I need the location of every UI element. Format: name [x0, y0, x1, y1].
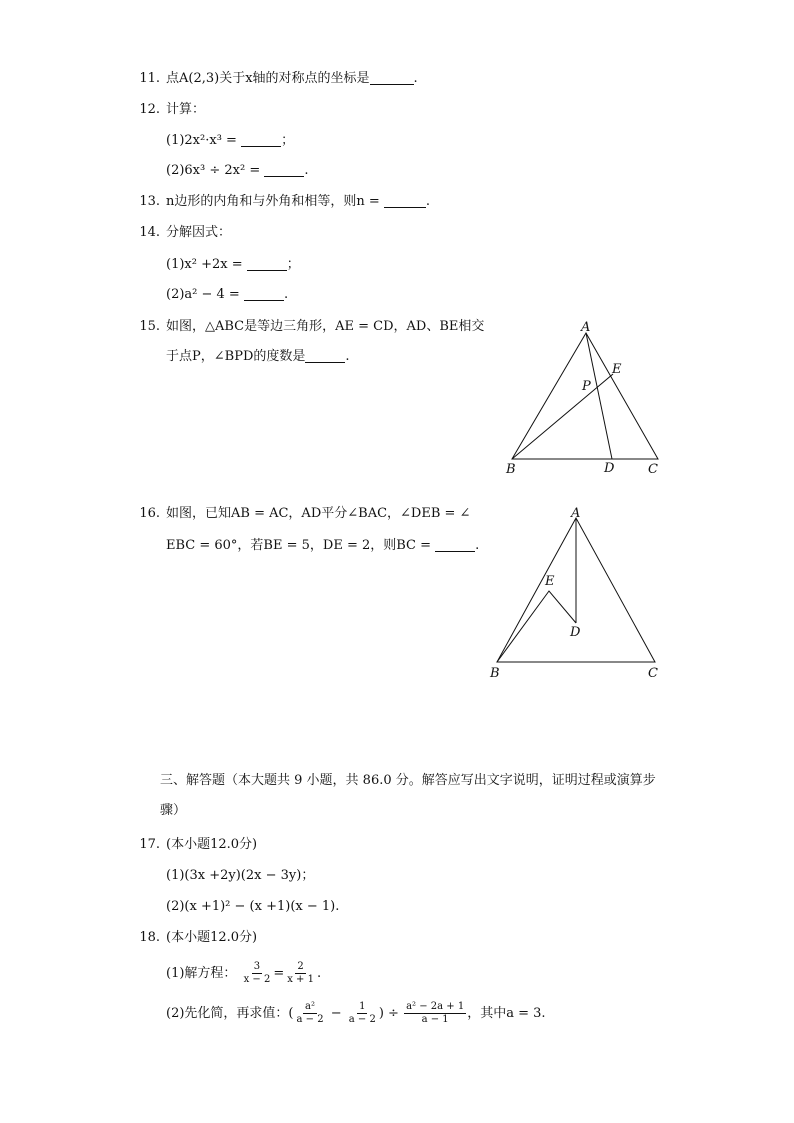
question-16-line-2: EBC = 60°，若BE = 5，DE = 2，则BC = .	[166, 538, 480, 553]
triangle-figure-16	[485, 503, 665, 683]
question-17: 17. (本小题12.0分)	[139, 837, 258, 852]
question-15: 15. 如图，△ABC是等边三角形，AE = CD，AD、BE相交	[139, 319, 485, 334]
label-e: E	[545, 574, 555, 589]
question-18: 18. (本小题12.0分)	[139, 930, 258, 945]
question-14: 14. 分解因式：	[139, 225, 232, 240]
answer-blank[interactable]	[305, 348, 345, 363]
label-a: A	[581, 320, 591, 335]
fraction: $\frac{\text{a²}}{a - 2}$	[296, 1001, 324, 1025]
answer-blank[interactable]	[384, 193, 426, 208]
answer-blank[interactable]	[241, 132, 281, 147]
question-number: 11.	[139, 71, 160, 86]
label-b: B	[490, 666, 500, 681]
question-18-part-2: (2)先化简，再求值：( $\frac{\text{a²}}{a - 2}$ − $\frac{1}{a - 2}$ ) ÷ $\frac{\text{a² − 2a + 1}}{a - 1}$ ，其中a = 3.	[166, 1001, 546, 1025]
question-12-part-1: (1)2x²·x³ = ；	[166, 133, 295, 148]
triangle-figure-15	[500, 318, 670, 478]
label-c: C	[648, 462, 658, 477]
question-17-part-2: (2)(x +1)² − (x +1)(x − 1).	[166, 899, 340, 914]
label-p: P	[582, 379, 591, 394]
label-a: A	[571, 506, 581, 521]
section-heading-line-2: 骤）	[160, 803, 187, 818]
label-d: D	[570, 625, 581, 640]
segment-be	[512, 374, 613, 459]
label-e: E	[612, 362, 622, 377]
answer-blank[interactable]	[244, 286, 284, 301]
segments-be-ed	[497, 591, 576, 662]
label-c: C	[648, 666, 658, 681]
question-17-part-1: (1)(3x +2y)(2x − 3y)；	[166, 868, 315, 883]
question-12	[132, 101, 205, 119]
segment-ad	[586, 333, 612, 459]
fraction: $\frac{\text{a² − 2a + 1}}{a - 1}$	[406, 1001, 465, 1025]
question-18-part-1: (1)解方程： $\frac{3}{x - 2}$ = $\frac{2}{x + 1}$ .	[166, 961, 322, 985]
fraction: $\frac{1}{a - 2}$	[348, 1001, 376, 1025]
label-d: D	[604, 461, 615, 476]
question-14-part-2: (2)a² − 4 = .	[166, 287, 289, 302]
section-heading: 三、解答题（本大题共 9 小题，共 86.0 分。解答应写出文字说明，证明过程或演算步	[160, 773, 656, 788]
answer-blank[interactable]	[247, 256, 287, 271]
answer-blank[interactable]	[435, 537, 475, 552]
question-11: 11. 点A(2,3)关于x轴的对称点的坐标是 .	[132, 70, 418, 88]
question-text: 点A(2,3)关于x轴的对称点的坐标是	[166, 71, 370, 86]
question-16: 16. 如图，已知AB = AC，AD平分∠BAC，∠DEB = ∠	[139, 506, 471, 521]
question-12-part-2: (2)6x³ ÷ 2x² = .	[166, 163, 309, 178]
question-13: 13. n边形的内角和与外角和相等，则n = .	[139, 194, 431, 209]
answer-blank[interactable]	[370, 70, 414, 85]
question-text: 计算：	[166, 102, 206, 117]
fraction: $\frac{3}{x - 2}$	[243, 961, 271, 985]
fraction: $\frac{2}{x + 1}$	[287, 961, 314, 985]
question-15-line-2: 于点P，∠BPD的度数是 .	[166, 349, 350, 364]
question-number: 12.	[139, 102, 160, 117]
question-14-part-1: (1)x² +2x = ；	[166, 257, 300, 272]
answer-blank[interactable]	[264, 162, 304, 177]
label-b: B	[506, 462, 516, 477]
